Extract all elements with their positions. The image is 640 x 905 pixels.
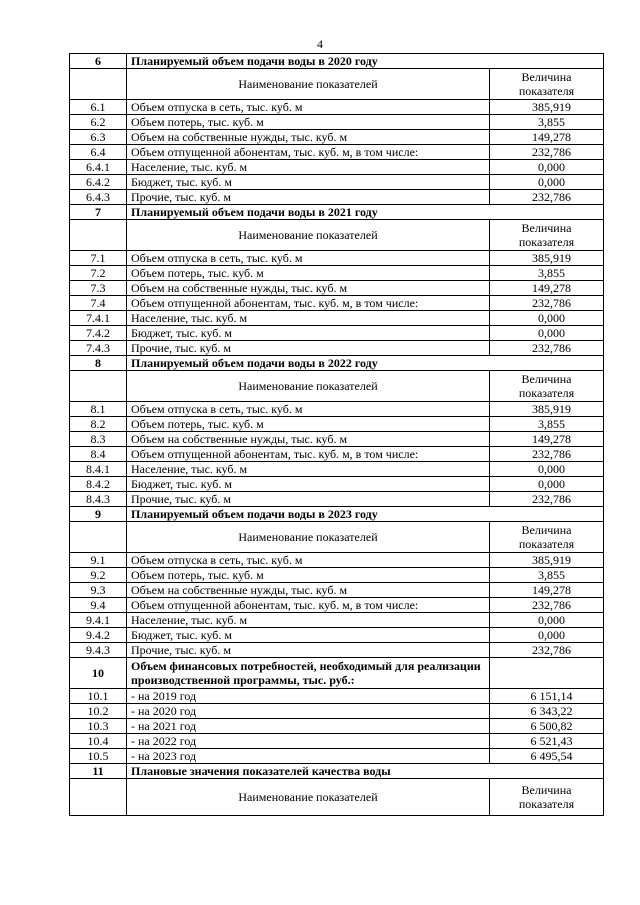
table-row: [70, 643, 604, 658]
table-row: [70, 598, 604, 613]
row-number: 7.1: [70, 251, 127, 266]
section-header-row: [70, 356, 604, 371]
row-name: Население, тыс. куб. м: [127, 311, 490, 326]
header-name: Наименование показателей: [127, 371, 490, 402]
section-title: Планируемый объем подачи воды в 2021 году: [127, 205, 604, 220]
header-name: Наименование показателей: [127, 779, 490, 816]
row-value: 0,000: [490, 311, 604, 326]
column-header-row: [70, 779, 604, 816]
section-number: 7: [70, 205, 127, 220]
row-value: 0,000: [490, 613, 604, 628]
row-value: 0,000: [490, 175, 604, 190]
row-name: Объем потерь, тыс. куб. м: [127, 115, 490, 130]
row-name: Объем отпуска в сеть, тыс. куб. м: [127, 553, 490, 568]
row-number: 10.5: [70, 749, 127, 764]
section-number: 9: [70, 507, 127, 522]
row-name: Объем потерь, тыс. куб. м: [127, 417, 490, 432]
table-row: [70, 341, 604, 356]
table-row: [70, 160, 604, 175]
section-number: 11: [70, 764, 127, 779]
header-value: Величина показателя: [490, 522, 604, 553]
row-number: 8.4.3: [70, 492, 127, 507]
table-row: [70, 115, 604, 130]
row-value: 3,855: [490, 266, 604, 281]
table-row: [70, 417, 604, 432]
row-name: Объем отпуска в сеть, тыс. куб. м: [127, 100, 490, 115]
row-number: 10.1: [70, 689, 127, 704]
row-name: Бюджет, тыс. куб. м: [127, 175, 490, 190]
row-number: 9.1: [70, 553, 127, 568]
row-name: Прочие, тыс. куб. м: [127, 341, 490, 356]
row-number: 7.2: [70, 266, 127, 281]
column-header-row: [70, 371, 604, 402]
row-value: 232,786: [490, 296, 604, 311]
row-value: 232,786: [490, 643, 604, 658]
header-value: Величина показателя: [490, 69, 604, 100]
row-value: 3,855: [490, 417, 604, 432]
row-number: 8.2: [70, 417, 127, 432]
section-number: 6: [70, 54, 127, 69]
table-row: [70, 145, 604, 160]
row-value: 3,855: [490, 115, 604, 130]
table-row: [70, 402, 604, 417]
row-value: 385,919: [490, 553, 604, 568]
row-value: 6 495,54: [490, 749, 604, 764]
table-row: [70, 462, 604, 477]
row-name: Прочие, тыс. куб. м: [127, 492, 490, 507]
row-name: Бюджет, тыс. куб. м: [127, 477, 490, 492]
row-value: 149,278: [490, 583, 604, 598]
row-name: Бюджет, тыс. куб. м: [127, 628, 490, 643]
row-number: 7.4.3: [70, 341, 127, 356]
table-row: [70, 251, 604, 266]
row-name: Население, тыс. куб. м: [127, 462, 490, 477]
row-number: 8.3: [70, 432, 127, 447]
row-value: 149,278: [490, 130, 604, 145]
row-value: 232,786: [490, 492, 604, 507]
table-row: [70, 296, 604, 311]
row-value: 232,786: [490, 190, 604, 205]
table-row: [70, 477, 604, 492]
row-number: 10.3: [70, 719, 127, 734]
section-title: Планируемый объем подачи воды в 2022 году: [127, 356, 604, 371]
table-row: [70, 326, 604, 341]
row-number: 9.2: [70, 568, 127, 583]
row-value: 6 500,82: [490, 719, 604, 734]
row-value: 0,000: [490, 477, 604, 492]
row-number: 8.4.2: [70, 477, 127, 492]
header-empty-cell: [70, 69, 127, 100]
row-name: Объем потерь, тыс. куб. м: [127, 266, 490, 281]
section-title: Объем финансовых потребностей, необходимый для реализации производственной программы, тыс. руб.:: [127, 658, 490, 689]
column-header-row: [70, 522, 604, 553]
row-number: 9.4.2: [70, 628, 127, 643]
row-name: - на 2020 год: [127, 704, 490, 719]
row-name: Объем отпуска в сеть, тыс. куб. м: [127, 251, 490, 266]
row-name: Объем отпущенной абонентам, тыс. куб. м, в том числе:: [127, 598, 490, 613]
row-number: 7.4: [70, 296, 127, 311]
table-row: [70, 689, 604, 704]
row-name: - на 2019 год: [127, 689, 490, 704]
table-row: [70, 734, 604, 749]
row-value: 232,786: [490, 447, 604, 462]
row-value: 6 151,14: [490, 689, 604, 704]
row-name: - на 2022 год: [127, 734, 490, 749]
header-value: Величина показателя: [490, 220, 604, 251]
table-row: [70, 749, 604, 764]
row-value: 0,000: [490, 462, 604, 477]
section-header-row: [70, 764, 604, 779]
table-row: [70, 130, 604, 145]
header-name: Наименование показателей: [127, 69, 490, 100]
row-number: 6.4: [70, 145, 127, 160]
header-value: Величина показателя: [490, 371, 604, 402]
row-number: 10.2: [70, 704, 127, 719]
column-header-row: [70, 69, 604, 100]
row-number: 9.3: [70, 583, 127, 598]
table-row: [70, 719, 604, 734]
row-value: 385,919: [490, 402, 604, 417]
header-empty-cell: [70, 220, 127, 251]
row-number: 6.4.3: [70, 190, 127, 205]
header-name: Наименование показателей: [127, 220, 490, 251]
row-number: 9.4: [70, 598, 127, 613]
production-program-table: [69, 53, 604, 816]
row-name: Бюджет, тыс. куб. м: [127, 326, 490, 341]
row-number: 6.1: [70, 100, 127, 115]
header-empty-cell: [70, 522, 127, 553]
row-name: Население, тыс. куб. м: [127, 613, 490, 628]
row-name: Объем отпущенной абонентам, тыс. куб. м, в том числе:: [127, 296, 490, 311]
section-header-row: [70, 658, 604, 689]
row-value: 0,000: [490, 160, 604, 175]
empty-value-cell: [490, 658, 604, 689]
table-row: [70, 266, 604, 281]
table-row: [70, 704, 604, 719]
row-number: 7.3: [70, 281, 127, 296]
row-name: Объем на собственные нужды, тыс. куб. м: [127, 583, 490, 598]
row-value: 232,786: [490, 145, 604, 160]
table-row: [70, 553, 604, 568]
column-header-row: [70, 220, 604, 251]
row-name: Объем на собственные нужды, тыс. куб. м: [127, 281, 490, 296]
section-number: 10: [70, 658, 127, 689]
table-row: [70, 175, 604, 190]
row-number: 7.4.1: [70, 311, 127, 326]
table-row: [70, 613, 604, 628]
row-name: - на 2021 год: [127, 719, 490, 734]
row-name: Население, тыс. куб. м: [127, 160, 490, 175]
row-value: 3,855: [490, 568, 604, 583]
row-value: 6 343,22: [490, 704, 604, 719]
row-name: Объем отпуска в сеть, тыс. куб. м: [127, 402, 490, 417]
row-number: 9.4.1: [70, 613, 127, 628]
row-number: 8.1: [70, 402, 127, 417]
page-number: 4: [317, 37, 323, 51]
section-title: Планируемый объем подачи воды в 2023 году: [127, 507, 604, 522]
table-row: [70, 447, 604, 462]
table-row: [70, 432, 604, 447]
section-number: 8: [70, 356, 127, 371]
row-name: - на 2023 год: [127, 749, 490, 764]
row-name: Объем отпущенной абонентам, тыс. куб. м, в том числе:: [127, 145, 490, 160]
table-row: [70, 311, 604, 326]
row-number: 8.4.1: [70, 462, 127, 477]
row-value: 232,786: [490, 341, 604, 356]
row-name: Объем на собственные нужды, тыс. куб. м: [127, 130, 490, 145]
row-number: 6.2: [70, 115, 127, 130]
table-row: [70, 568, 604, 583]
row-name: Объем потерь, тыс. куб. м: [127, 568, 490, 583]
header-value: Величина показателя: [490, 779, 604, 816]
row-value: 385,919: [490, 251, 604, 266]
row-number: 6.4.2: [70, 175, 127, 190]
row-number: 9.4.3: [70, 643, 127, 658]
section-header-row: [70, 54, 604, 69]
row-name: Прочие, тыс. куб. м: [127, 190, 490, 205]
table-row: [70, 281, 604, 296]
row-number: 6.3: [70, 130, 127, 145]
row-name: Прочие, тыс. куб. м: [127, 643, 490, 658]
header-empty-cell: [70, 371, 127, 402]
table-row: [70, 583, 604, 598]
row-value: 6 521,43: [490, 734, 604, 749]
section-header-row: [70, 205, 604, 220]
header-empty-cell: [70, 779, 127, 816]
header-name: Наименование показателей: [127, 522, 490, 553]
row-number: 8.4: [70, 447, 127, 462]
table-row: [70, 628, 604, 643]
row-value: 149,278: [490, 432, 604, 447]
section-header-row: [70, 507, 604, 522]
row-value: 0,000: [490, 628, 604, 643]
row-name: Объем отпущенной абонентам, тыс. куб. м, в том числе:: [127, 447, 490, 462]
row-name: Объем на собственные нужды, тыс. куб. м: [127, 432, 490, 447]
row-value: 0,000: [490, 326, 604, 341]
table-row: [70, 190, 604, 205]
row-value: 232,786: [490, 598, 604, 613]
row-number: 7.4.2: [70, 326, 127, 341]
section-title: Плановые значения показателей качества воды: [127, 764, 604, 779]
table-row: [70, 492, 604, 507]
table-row: [70, 100, 604, 115]
row-number: 10.4: [70, 734, 127, 749]
row-value: 385,919: [490, 100, 604, 115]
row-value: 149,278: [490, 281, 604, 296]
section-title: Планируемый объем подачи воды в 2020 году: [127, 54, 604, 69]
row-number: 6.4.1: [70, 160, 127, 175]
